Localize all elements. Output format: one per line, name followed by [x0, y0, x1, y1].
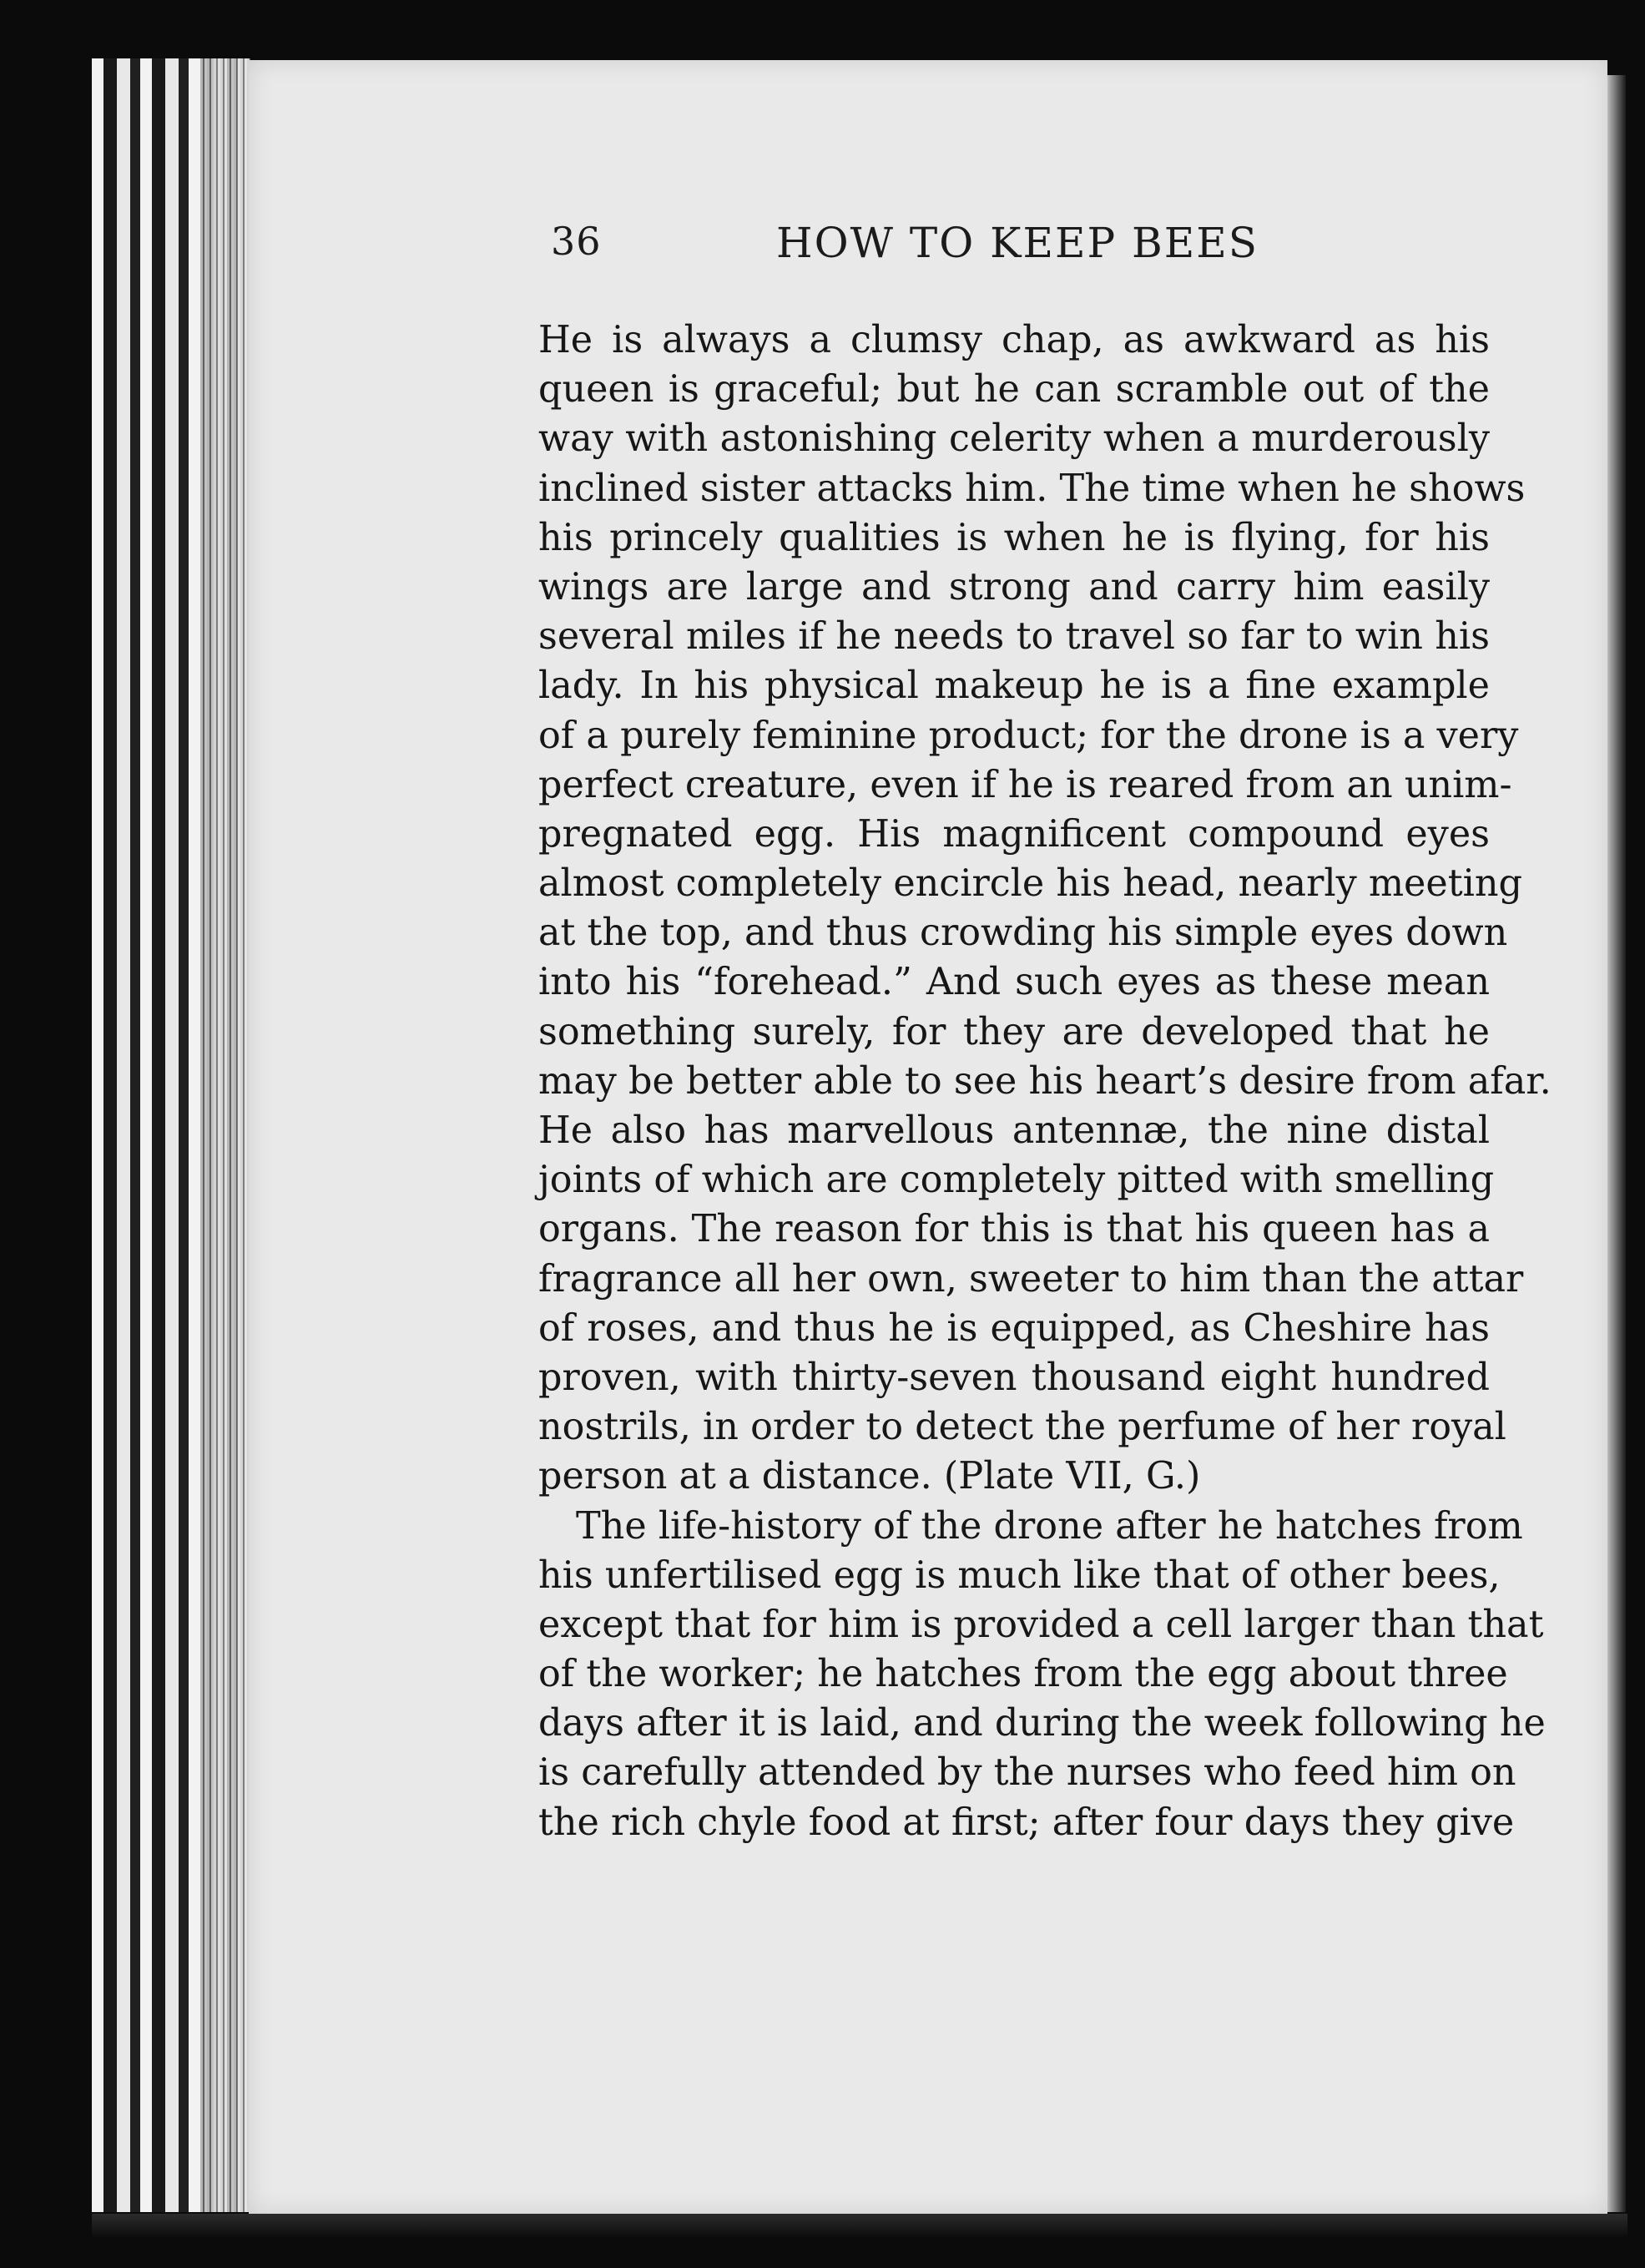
text-line: joints of which are completely pitted with smelling — [538, 1159, 1495, 1202]
text-line-paragraph-start: The life-history of the drone after he hatches from — [576, 1504, 1523, 1548]
text-line: into his “forehead.” And such eyes as these mean — [538, 961, 1490, 1004]
body-text — [538, 316, 1552, 1847]
page-right-edge — [1607, 75, 1626, 2212]
page-edge-shading — [200, 58, 250, 2212]
text-line: organs. The reason for this is that his queen has a — [538, 1208, 1490, 1251]
text-line: wings are large and strong and carry him easily — [538, 565, 1490, 609]
text-line: nostrils, in order to detect the perfume of her royal — [538, 1406, 1506, 1449]
text-line: his princely qualities is when he is flying, for his — [538, 516, 1490, 559]
page-bottom-edge — [92, 2214, 1627, 2239]
text-line: pregnated egg. His magnificent compound eyes — [538, 812, 1490, 856]
text-line: except that for him is provided a cell larger than that — [538, 1603, 1544, 1646]
page-header — [551, 209, 1494, 275]
text-line: fragrance all her own, sweeter to him than the attar — [538, 1257, 1524, 1301]
text-line: is carefully attended by the nurses who feed him on — [538, 1751, 1516, 1795]
text-line: his unfertilised egg is much like that of other bees, — [538, 1553, 1501, 1597]
text-line-paragraph-end: person at a distance. (Plate VII, G.) — [538, 1455, 1201, 1498]
text-line: at the top, and thus crowding his simple eyes down — [538, 912, 1508, 955]
text-line: of roses, and thus he is equipped, as Cheshire has — [538, 1306, 1490, 1350]
text-line: queen is graceful; but he can scramble out of the — [538, 368, 1490, 412]
text-line: lady. In his physical makeup he is a fine example — [538, 664, 1490, 708]
running-head: HOW TO KEEP BEES — [776, 219, 1259, 267]
text-line: almost completely encircle his head, nearly meeting — [538, 862, 1522, 906]
text-line: several miles if he needs to travel so far to win his — [538, 615, 1490, 659]
page-number: 36 — [551, 219, 602, 264]
text-line: days after it is laid, and during the week following he — [538, 1702, 1546, 1745]
text-line: of a purely feminine product; for the drone is a very — [538, 714, 1519, 757]
text-line: proven, with thirty-seven thousand eight hundred — [538, 1356, 1490, 1399]
text-line: may be better able to see his heart’s desire from afar. — [538, 1059, 1552, 1103]
text-line: the rich chyle food at first; after four days they give — [538, 1801, 1515, 1844]
text-line: of the worker; he hatches from the egg about three — [538, 1653, 1508, 1696]
book-page-edges — [92, 58, 250, 2212]
text-line: He also has marvellous antennæ, the nine distal — [538, 1109, 1490, 1152]
text-line: He is always a clumsy chap, as awkward as his — [538, 319, 1490, 361]
text-line: perfect creature, even if he is reared from an unim- — [538, 763, 1512, 806]
text-line: inclined sister attacks him. The time when he shows — [538, 467, 1526, 510]
text-line: something surely, for they are developed that he — [538, 1010, 1490, 1053]
text-line: way with astonishing celerity when a murderously — [538, 417, 1490, 461]
